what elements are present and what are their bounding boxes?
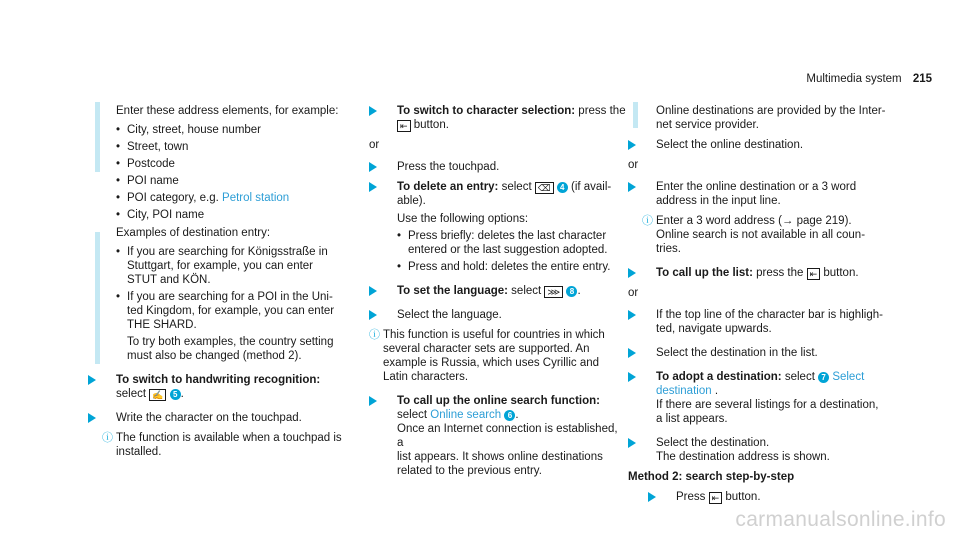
callout-number: 7: [818, 372, 829, 383]
step-arrow-icon: [369, 106, 377, 116]
step-online-search: To call up the online search function: select Online search 6 . Once an Internet connection is established, a list appears. It shows online destinations related to the previous entry.: [369, 394, 627, 478]
step-title: To switch to handwriting recognition:: [116, 374, 321, 386]
example-item: [116, 245, 348, 287]
step-call-list: [628, 266, 928, 280]
step-arrow-icon: [369, 182, 377, 192]
info-icon: ⓘ: [369, 329, 380, 341]
step-title: To switch to character selection:: [397, 105, 576, 117]
step-adopt-destination: To adopt a destination: select 7 Select destination . If there are several listings for a destination, a list appears.: [628, 370, 928, 426]
step-arrow-icon: [628, 348, 636, 358]
line: list appears. It shows online destinations: [397, 451, 603, 463]
column-2: [369, 104, 627, 484]
line: The destination address is shown.: [656, 451, 830, 463]
step-text: Select the destination in the list.: [656, 347, 818, 359]
line: STUT and KÖN.: [127, 274, 211, 286]
line: Latin characters.: [383, 371, 469, 383]
line: address in the input line.: [656, 195, 781, 207]
step-text: Write the character on the touchpad.: [116, 412, 302, 424]
step-top-line: [628, 308, 928, 336]
step-arrow-icon: [628, 438, 636, 448]
or-text: or: [369, 139, 380, 151]
column-3: [628, 104, 928, 510]
intro-text: Enter these address elements, for example:: [116, 105, 339, 117]
step-text: select: [501, 181, 532, 193]
list-item: • Postcode: [116, 157, 348, 171]
line: If the top line of the character bar is highligh-: [656, 309, 883, 321]
back-arrow-icon: ⇤: [807, 268, 821, 280]
step-set-language: To set the language: select ⋙ 8 .: [369, 284, 627, 298]
step-handwriting: To switch to handwriting recognition: select ✍ 5 .: [88, 373, 348, 401]
callout-number: 4: [557, 182, 568, 193]
list-item: • City, POI name: [116, 208, 348, 222]
step-character-selection: [369, 104, 627, 132]
handwriting-icon: ✍: [149, 389, 166, 401]
online-desc: [656, 104, 928, 132]
line: ted Kingdom, for example, you can enter: [127, 305, 335, 317]
option-item: • Press and hold: deletes the entire entry.: [397, 260, 627, 274]
line: Select the destination.: [656, 437, 770, 449]
step-title: To adopt a destination:: [656, 371, 782, 383]
info-icon: ⓘ: [642, 215, 653, 227]
step-arrow-icon: [628, 310, 636, 320]
petrol-station-link[interactable]: Petrol station: [222, 192, 290, 204]
step-title: To delete an entry:: [397, 181, 499, 193]
info-note: [102, 431, 348, 459]
step-arrow-icon: [628, 140, 636, 150]
line: installed.: [116, 446, 162, 458]
select-destination-link[interactable]: Select: [832, 371, 865, 383]
step-text: select: [397, 409, 428, 421]
step-enter-online: [628, 180, 928, 208]
step-text: button.: [725, 491, 761, 503]
page-number: 215: [912, 73, 932, 85]
select-destination-link[interactable]: destination: [656, 385, 712, 397]
step-select-language: [369, 308, 627, 322]
step-text: press the: [578, 105, 626, 117]
line: entered or the last suggestion adopted.: [408, 244, 608, 256]
list-item: • Street, town: [116, 140, 348, 154]
page-header: [806, 72, 932, 86]
step-arrow-icon: [88, 413, 96, 423]
line: must also be changed (method 2).: [127, 350, 302, 362]
option-item: [397, 229, 627, 257]
line: example is Russia, which uses Cyrillic and: [383, 357, 600, 369]
column-1: [102, 104, 348, 465]
callout-number: 8: [566, 286, 577, 297]
examples-intro: Examples of destination entry:: [116, 227, 271, 239]
line: Stuttgart, for example, you can enter: [127, 260, 314, 272]
step-press-touchpad: [369, 160, 627, 174]
step-text: (if avail-: [570, 181, 612, 193]
step-title: To call up the online search function:: [397, 395, 600, 407]
header-title: Multimedia system: [806, 73, 902, 85]
step-arrow-icon: [628, 268, 636, 278]
line: a list appears.: [656, 413, 728, 425]
list-item: • City, street, house number: [116, 123, 348, 137]
margin-stripe: [95, 102, 100, 172]
line: Online search is not available in all coun-: [656, 229, 866, 241]
online-search-link[interactable]: Online search: [430, 409, 502, 421]
step-arrow-icon: [628, 372, 636, 382]
info-note: [642, 214, 928, 256]
language-icon: ⋙: [544, 286, 563, 298]
line: net service provider.: [656, 119, 759, 131]
step-text: Select the language.: [397, 309, 502, 321]
line: Enter the online destination or a 3 word: [656, 181, 857, 193]
line: ted, navigate upwards.: [656, 323, 772, 335]
step-text: select: [511, 285, 542, 297]
margin-stripe: [633, 102, 638, 128]
step-title: To set the language:: [397, 285, 508, 297]
line: The function is available when a touchpad is: [116, 432, 342, 444]
example-item: [116, 290, 348, 332]
step-arrow-icon: [369, 396, 377, 406]
example-note: [116, 335, 348, 363]
line: Online destinations are provided by the Inter-: [656, 105, 886, 117]
line: THE SHARD.: [127, 319, 197, 331]
step-arrow-icon: [648, 492, 656, 502]
step-delete-entry: [369, 180, 627, 274]
info-icon: ⓘ: [102, 432, 113, 444]
line: Enter a 3 word address (→ page 219).: [656, 215, 852, 227]
back-arrow-icon: ⇤: [397, 120, 411, 132]
back-arrow-icon: ⇤: [709, 492, 723, 504]
method-heading: Method 2: search step-by-step: [628, 471, 795, 483]
step-press-button: [648, 490, 928, 504]
step-arrow-icon: [369, 310, 377, 320]
step-text: select: [116, 388, 147, 400]
step-arrow-icon: [369, 286, 377, 296]
delete-x-icon: ⌫: [535, 182, 554, 194]
step-text: button.: [823, 267, 859, 279]
line: To try both examples, the country setting: [127, 336, 334, 348]
step-select-in-list: [628, 346, 928, 360]
line: Once an Internet connection is established, a: [397, 423, 618, 449]
step-arrow-icon: [369, 162, 377, 172]
or-text: or: [628, 159, 639, 171]
callout-number: 6: [504, 410, 515, 421]
step-text: press the: [756, 267, 804, 279]
step-title: To call up the list:: [656, 267, 753, 279]
step-select-online: [628, 138, 928, 152]
line: • If you are searching for a POI in the Uni-: [127, 291, 333, 303]
callout-number: 5: [170, 389, 181, 400]
info-note: [369, 328, 627, 384]
or-text: or: [628, 287, 639, 299]
line: If there are several listings for a destination,: [656, 399, 879, 411]
line: • Press briefly: deletes the last character: [408, 230, 607, 242]
line: related to the previous entry.: [397, 465, 542, 477]
step-arrow-icon: [88, 375, 96, 385]
line: tries.: [656, 243, 681, 255]
step-arrow-icon: [628, 182, 636, 192]
step-text: button.: [413, 119, 449, 131]
step-text: Press the touchpad.: [397, 161, 500, 173]
list-item: • POI name: [116, 174, 348, 188]
line: several character sets are supported. An: [383, 343, 590, 355]
watermark: carmanualsonline.info: [735, 508, 946, 531]
step-select-destination: [628, 436, 928, 464]
margin-stripe: [95, 232, 100, 364]
line: This function is useful for countries in which: [383, 329, 605, 341]
step-text: select: [784, 371, 815, 383]
list-item: [116, 191, 348, 205]
step-text: able).: [397, 195, 426, 207]
options-intro: Use the following options:: [397, 213, 529, 225]
list-item-text: POI category, e.g.: [127, 192, 219, 204]
step-text: Select the online destination.: [656, 139, 804, 151]
line: • If you are searching for Königsstraße in: [127, 246, 328, 258]
step-text: Press: [676, 491, 706, 503]
step-write: [88, 411, 348, 425]
